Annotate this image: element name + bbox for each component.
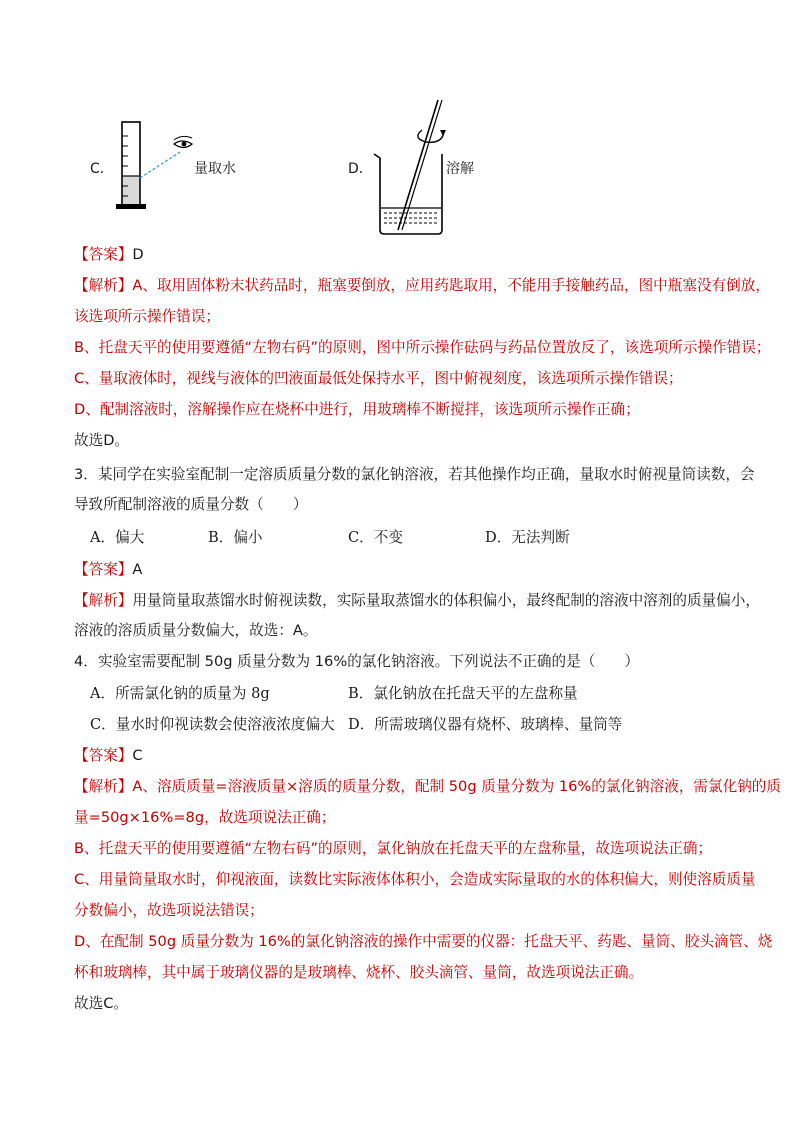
q2-analysis-line-2: 该选项所示操作错误； bbox=[74, 308, 220, 325]
q2-analysis-line-6: 故选D。 bbox=[74, 432, 130, 449]
analysis-text: A、取用固体粉末状药品时，瓶塞要倒放，应用药匙取用，不能用手接触药品，图中瓶塞没有倒放， bbox=[132, 277, 770, 294]
figure-c-caption: 量取水 bbox=[194, 161, 236, 177]
q4-option-d: D．所需玻璃仪器有烧杯、玻璃棒、量筒等 bbox=[348, 716, 623, 733]
analysis-tag: 【解析】 bbox=[74, 778, 133, 795]
q3-option-a: A．偏大 bbox=[90, 529, 145, 546]
graduated-cylinder-figure bbox=[112, 118, 202, 218]
answer-tag: 【答案】 bbox=[74, 747, 133, 764]
q2-analysis-line-1 bbox=[74, 276, 770, 296]
q3-analysis-line-2: 溶液的溶质质量分数偏大，故选：A。 bbox=[74, 622, 318, 639]
answer-tag: 【答案】 bbox=[74, 246, 133, 263]
q2-analysis-line-3: B、托盘天平的使用要遵循“左物右码”的原则，图中所示操作砝码与药品位置放反了，该选项所示操作错误； bbox=[74, 339, 771, 356]
answer-value: D bbox=[132, 246, 144, 263]
q4-analysis-line-6: D、在配制 50g 质量分数为 16%的氯化钠溶液的操作中需要的仪器：托盘天平、药匙、量筒、胶头滴管、烧 bbox=[74, 933, 773, 950]
answer-value: A bbox=[132, 561, 143, 578]
q4-analysis-line-7: 杯和玻璃棒，其中属于玻璃仪器的是玻璃棒、烧杯、胶头滴管、量筒，故选项说法正确。 bbox=[74, 964, 644, 981]
q4-analysis-line-3: B、托盘天平的使用要遵循“左物右码”的原则，氯化钠放在托盘天平的左盘称量，故选项说法正确； bbox=[74, 840, 713, 857]
answer-tag: 【答案】 bbox=[74, 561, 133, 578]
answer-value: C bbox=[132, 747, 143, 764]
analysis-text: 用量筒量取蒸馏水时俯视读数，实际量取蒸馏水的体积偏小，最终配制的溶液中溶剂的质量偏小， bbox=[132, 592, 760, 609]
option-d-label: D． bbox=[348, 161, 373, 177]
cylinder-base bbox=[116, 204, 146, 209]
q4-analysis-line-5: 分数偏小，故选项说法错误； bbox=[74, 902, 264, 919]
q4-stem: 4．实验室需要配制 50g 质量分数为 16%的氯化钠溶液。下列说法不正确的是（ ） bbox=[74, 653, 640, 670]
q2-answer bbox=[74, 245, 144, 265]
q4-option-a: A．所需氯化钠的质量为 8g bbox=[90, 685, 270, 702]
analysis-tag: 【解析】 bbox=[74, 277, 133, 294]
q4-option-c: C．量水时仰视读数会使溶液浓度偏大 bbox=[90, 716, 335, 733]
q3-stem-line-1: 3．某同学在实验室配制一定溶质质量分数的氯化钠溶液，若其他操作均正确，量取水时俯视量筒读数，会 bbox=[74, 466, 755, 483]
glass-rod bbox=[398, 100, 438, 230]
q2-analysis-line-4: C、量取液体时，视线与液体的凹液面最低处保持水平，图中俯视刻度，该选项所示操作错误； bbox=[74, 370, 683, 387]
option-c-label: C． bbox=[90, 161, 114, 177]
q4-analysis-line-4: C、用量筒量取水时，仰视液面，读数比实际液体体积小，会造成实际量取的水的体积偏大，则使溶质质量 bbox=[74, 871, 756, 888]
q3-option-c: C．不变 bbox=[348, 529, 403, 546]
q3-stem-line-2: 导致所配制溶液的质量分数（ ） bbox=[74, 496, 308, 513]
q2-analysis-line-5: D、配制溶液时，溶解操作应在烧杯中进行，用玻璃棒不断搅拌，该选项所示操作正确； bbox=[74, 401, 640, 418]
q3-option-b: B．偏小 bbox=[208, 529, 263, 546]
q3-answer bbox=[74, 560, 142, 580]
q3-option-d: D．无法判断 bbox=[485, 529, 570, 546]
analysis-tag: 【解析】 bbox=[74, 592, 133, 609]
sight-line bbox=[140, 152, 180, 178]
figure-d-caption: 溶解 bbox=[446, 161, 474, 177]
q4-analysis-line-2: 量=50g×16%=8g，故选项说法正确； bbox=[74, 809, 336, 826]
q3-analysis-line-1 bbox=[74, 591, 760, 611]
q4-analysis-line-1 bbox=[74, 777, 781, 797]
cylinder-liquid bbox=[123, 176, 139, 204]
q4-analysis-line-8: 故选C。 bbox=[74, 995, 128, 1012]
q4-option-b: B．氯化钠放在托盘天平的左盘称量 bbox=[348, 685, 578, 702]
beaker-outline bbox=[374, 154, 442, 234]
q4-answer bbox=[74, 746, 143, 766]
analysis-text: A、溶质质量=溶液质量×溶质的质量分数，配制 50g 质量分数为 16%的氯化钠溶液，需氯化钠的质 bbox=[132, 778, 781, 795]
